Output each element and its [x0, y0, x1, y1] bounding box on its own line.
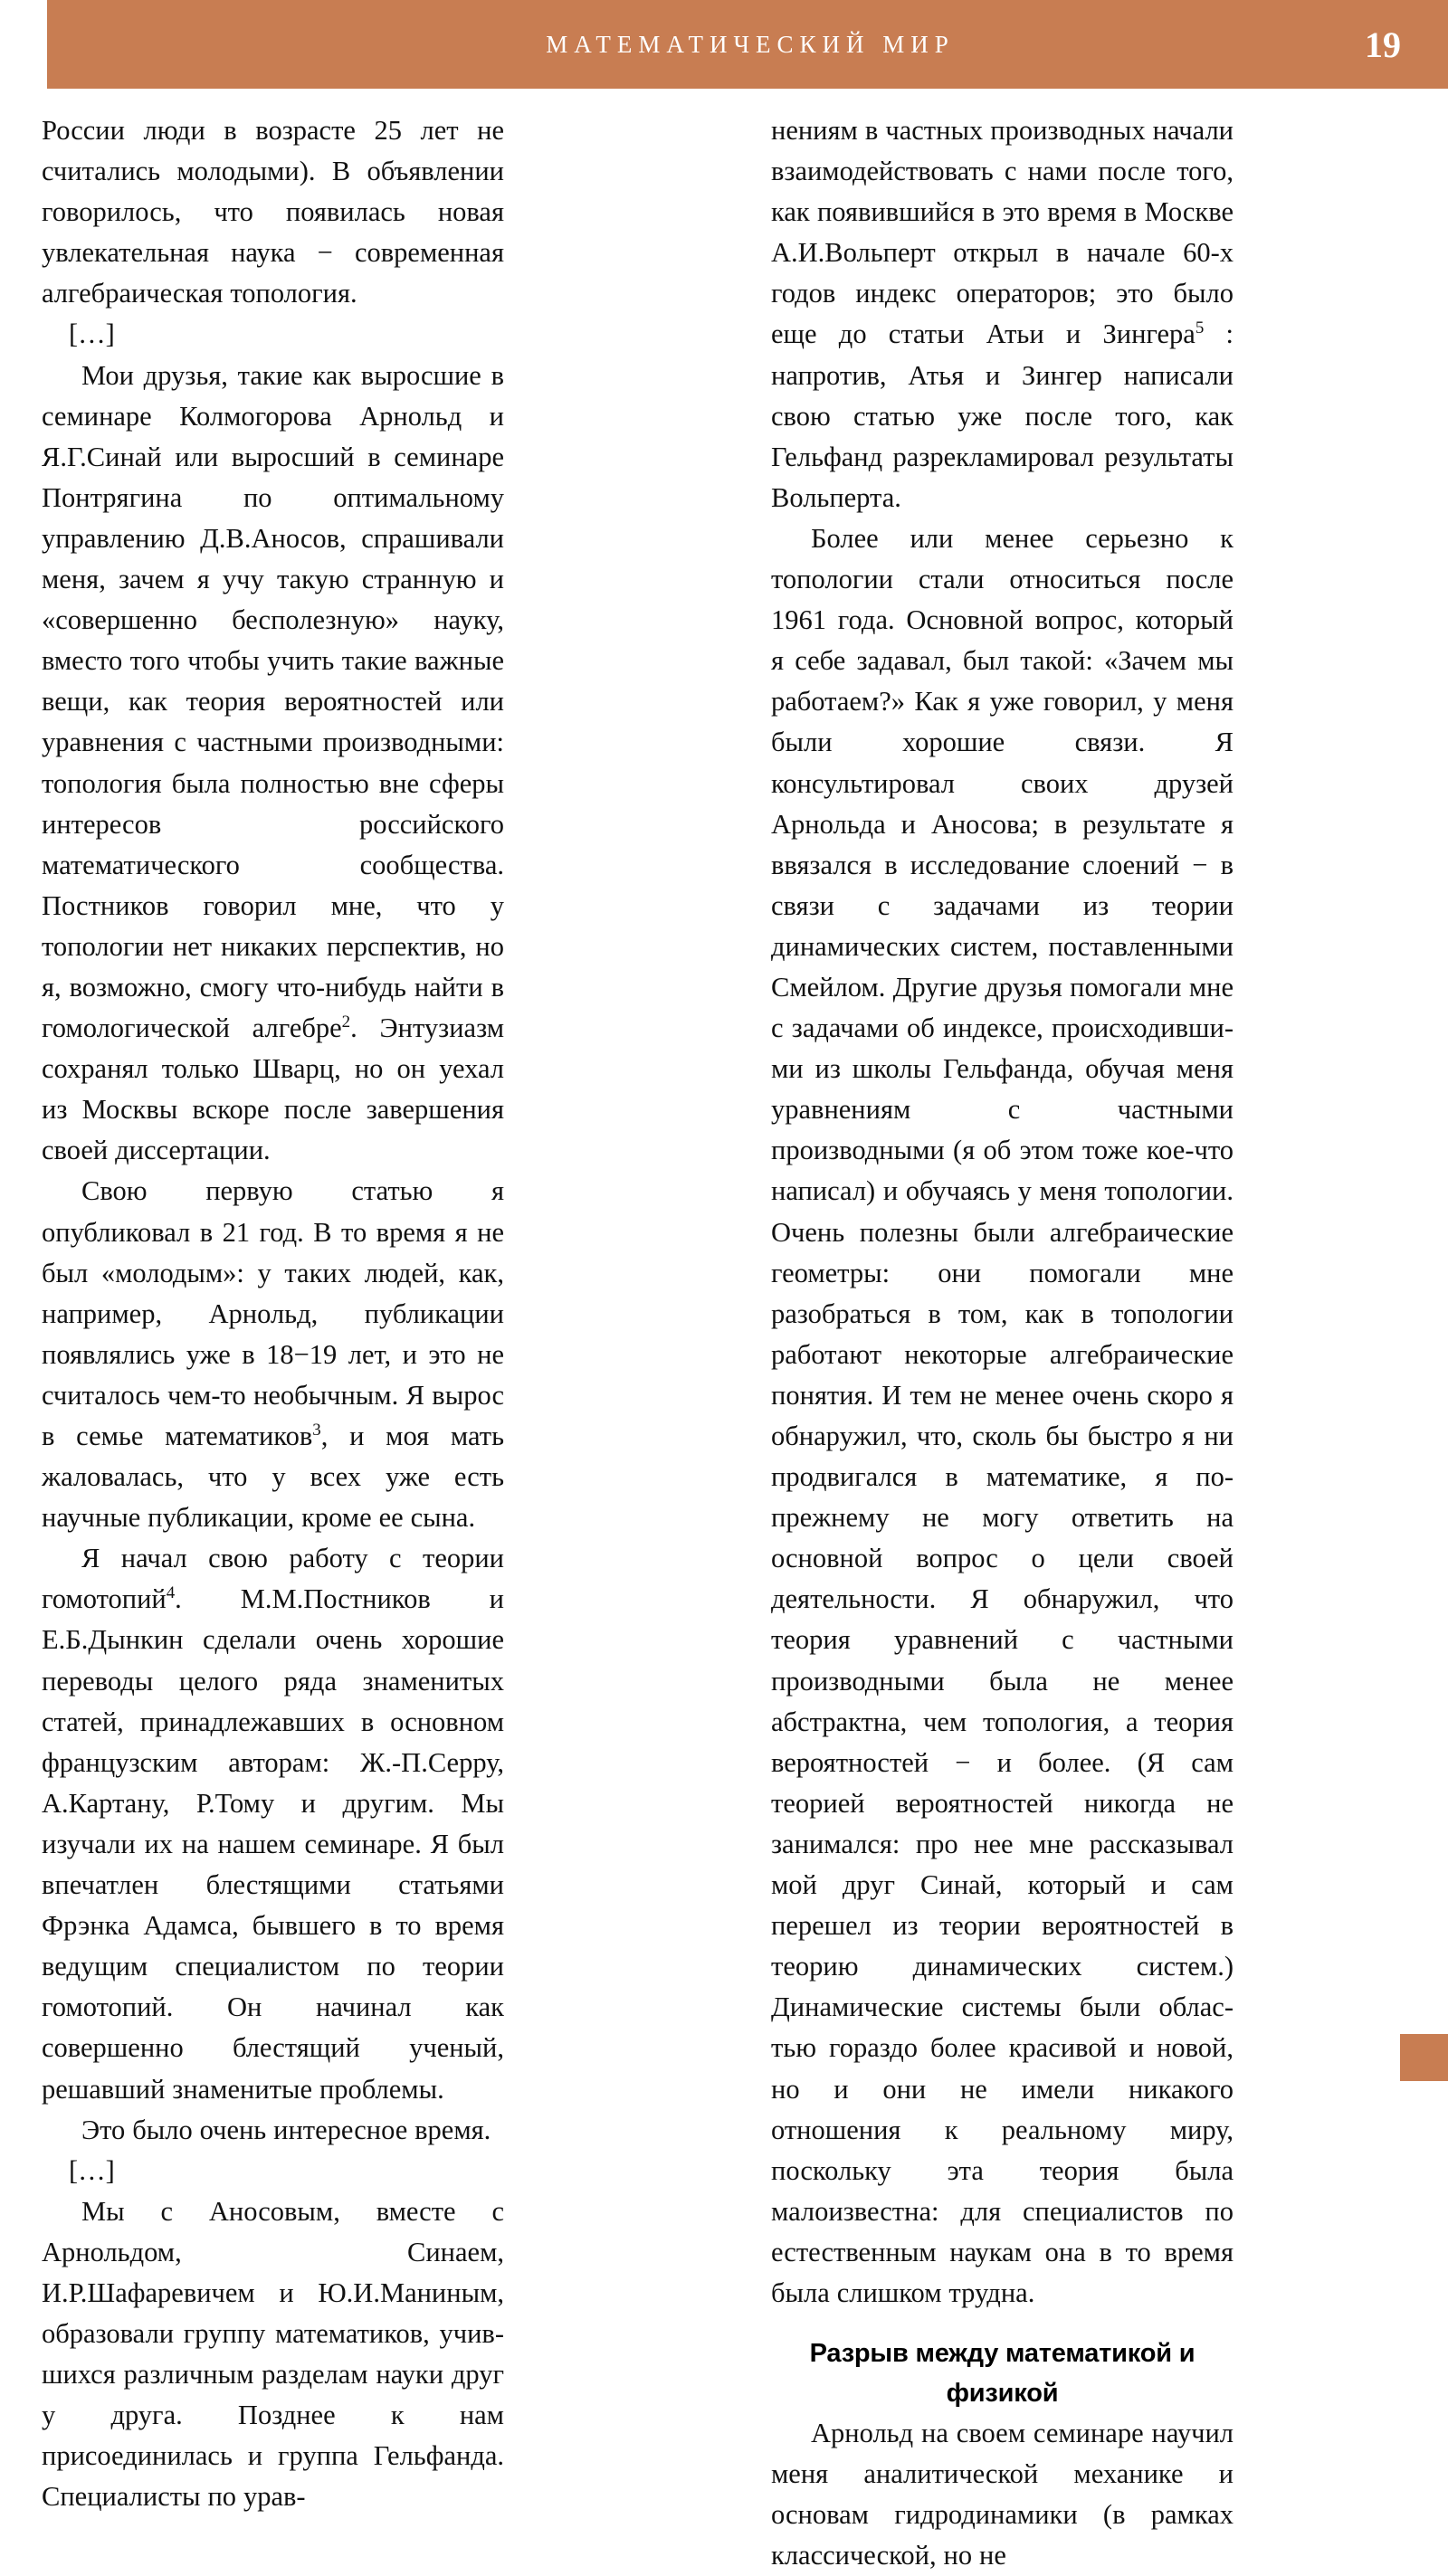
- paragraph-group: Мы с Аносовым, вместе с Арнольдом, Синаем, И.Р.Шафаревичем и Ю.И.Маниным, образовали группу математиков, учившихся различным разделам науки друг у друга. Позднее к нам присоединилась и группа Гельфанда. Специалисты по урав-: [42, 2195, 504, 2513]
- footnote-marker-4[interactable]: 4: [166, 1583, 176, 1603]
- page-header-title: МАТЕМАТИЧЕСКИЙ МИР: [546, 30, 955, 58]
- paragraph-first-article-text-after: , и моя мать жаловалась, что у всех уже есть научные публикации, кроме ее сына.: [42, 1421, 504, 1534]
- footnote-marker-3[interactable]: 3: [312, 1420, 321, 1440]
- paragraph-continued-russia: России люди в возрасте 25 лет не считались молодыми). В объявлении говорилось, что появилась новая увлекательная наука − современная алгебраическая топология.: [42, 115, 504, 309]
- footnote-marker-2[interactable]: 2: [341, 1012, 351, 1031]
- paragraph-continued-equations-text: нениям в частных производных начали взаимодействовать с нами после того, как появившийся в это время в Москве А.И.Вольперт открыл в начале 60-х годов индекс операторов; это было еще до статьи Атьи и Зингера: [771, 115, 1234, 350]
- paragraph-continued-equations-text-after: : напротив, Атья и Зингер написали свою статью уже после того, как Гельфанд разрекламировал результаты Вольперта.: [771, 318, 1234, 513]
- paragraph-interesting-time: Это было очень интересное время.: [81, 2114, 491, 2145]
- paragraph-homotopy-text-after: . М.М.Постников и Е.Б.Дынкин сделали очень хорошие переводы целого ряда знаменитых статей, принадлежавших в основном французским авторам: Ж.-П.Серру, А.Картану, Р.Тому и другим. Мы изучали их на нашем семинаре. Я был впечатлен блестящими статьями Фрэнка Адамса, бывшего в то время ведущим специалистом по теории гомотопий. Он начинал как совершенно блестящий ученый, решавший знаменитые проблемы.: [42, 1583, 504, 2105]
- corner-decoration-square: [1400, 2034, 1448, 2081]
- paragraph-homotopy: [42, 1538, 504, 2109]
- page-header-band: [47, 0, 1448, 89]
- paragraph-arnold-seminar: Арнольд на своем семинаре научил меня аналитической механике и основам гидродинамики (в рамках классической, но не: [771, 2418, 1234, 2571]
- paragraph-topology-1961: Более или менее серьезно к топологии стали относиться после 1961 года. Основной вопрос, который я себе задавал, был такой: «Зачем мы работаем?» Как я уже говорил, у меня были хорошие связи. Я консультировал своих друзей Арнольда и Аносова; в результате я ввязался в исследование слоений − в связи с задачами из теории динамических систем, поставленными Смейлом. Другие друзья помогали мне с задачами об индексе, происходившими из школы Гельфанда, обучая меня уравнениям с частными производными (я об этом тоже кое-что написал) и обучаясь у меня топологии. Очень полезны были алгебраические геометры: они помогали мне разобраться в том, как в топологии работают некоторые алгебраические понятия. И тем не менее очень скоро я обнаружил, что, сколь бы быстро я ни продвигался в математике, я по-прежнему не могу ответить на основной вопрос о цели своей деятельности. Я обнаружил, что теория уравнений с частными производными была не менее абстрактна, чем топология, а теория вероятностей − и более. (Я сам теорией вероятностей никогда не занимался: про нее мне рассказывал мой друг Синай, который и сам перешел из теории вероятностей в теорию динамических систем.) Динамические системы были областью гораздо более красивой и новой, но и они не имели никакого отношения к реальному миру, поскольку эта теория была малоизвестна: для специалистов по естественным наукам она в то время была слишком трудна.: [771, 522, 1234, 2308]
- paragraph-continued-equations: [771, 110, 1234, 518]
- page-number: 19: [1365, 24, 1401, 65]
- paragraph-ellipsis-2: […]: [69, 2154, 115, 2186]
- paragraph-friends-text: Мои друзья, такие как выросшие в семинаре Колмогорова Арнольд и Я.Г.Синай или выросший в семинаре Понтрягина по оптимальному управлению Д.В.Аносов, спрашивали меня, зачем я учу такую странную и «совершенно бесполезную» науку, вместо того чтобы учить такие важные вещи, как теория вероятностей или уравнения с частными производными: топология была полностью вне сферы интересов российского математического сообщества. Постников говорил мне, что у топологии нет никаких перспектив, но я, возможно, смогу что-нибудь найти в гомологической алгебре: [42, 359, 504, 1044]
- paragraph-friends-text-after: . Энтузиазм сохранял только Шварц, но он уехал из Москвы вскоре после завершения своей диссертации.: [42, 1012, 505, 1166]
- page-body: [0, 89, 1448, 2571]
- paragraph-friends: [42, 356, 504, 1172]
- footnote-marker-5[interactable]: 5: [1195, 318, 1205, 338]
- paragraph-ellipsis-1: […]: [69, 318, 115, 350]
- text-column-left: [42, 110, 504, 2518]
- text-column-right: [771, 110, 1234, 2576]
- paragraph-first-article: [42, 1171, 504, 1538]
- paragraph-first-article-text: Свою первую статью я опубликовал в 21 год. В то время я не был «молодым»: у таких людей, как, например, Арнольд, публикации появлялись уже в 18−19 лет, и это не считалось чем-то необычным. Я вырос в семье математиков: [42, 1175, 504, 1451]
- section-heading-gap-math-physics: Разрыв между математикой и физикой: [809, 2339, 1196, 2409]
- paragraph-homotopy-text: Я начал свою работу с теории гомотопий: [42, 1543, 504, 1615]
